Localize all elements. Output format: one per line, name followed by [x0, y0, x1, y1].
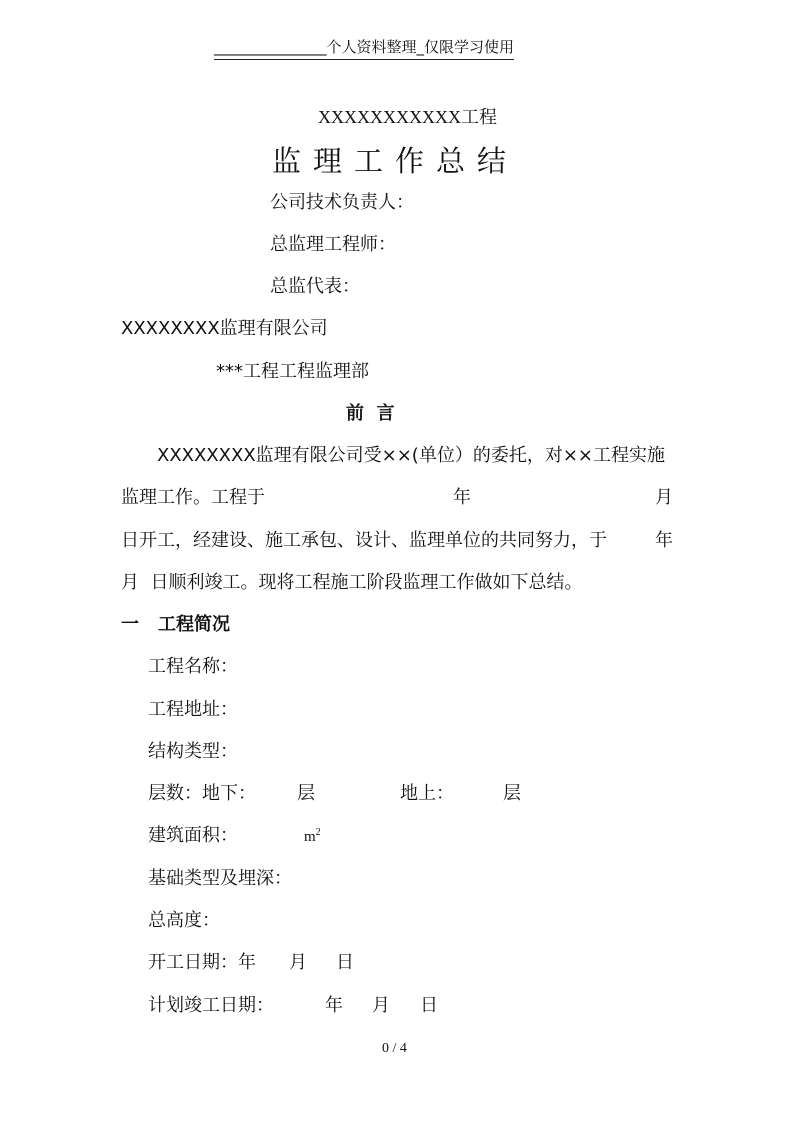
preface-line-2b: 年	[453, 487, 471, 508]
preface-line-2c: 月	[655, 487, 673, 508]
floors-above-label: 地上：	[400, 783, 454, 804]
total-height-label: 总高度：	[148, 910, 220, 931]
floors-below-unit: 层	[297, 783, 315, 804]
area-unit-base: m	[304, 829, 316, 845]
project-address-label: 工程地址：	[148, 699, 238, 720]
department-name: ***工程工程监理部	[216, 361, 369, 382]
page-header: _______________个人资料整理_仅限学习使用	[214, 36, 514, 60]
planned-completion-year: 年	[325, 995, 343, 1016]
page-number: 0 / 4	[382, 1041, 407, 1056]
chief-engineer-label: 总监理工程师：	[270, 234, 396, 255]
section-1-title: 工程简况	[158, 614, 230, 635]
preface-line-3a: 日开工，经建设、施工承包、设计、监理单位的共同努力，于	[121, 530, 607, 551]
structure-type-label: 结构类型：	[148, 741, 238, 762]
planned-completion-month: 月	[372, 995, 390, 1016]
planned-completion-day: 日	[420, 995, 438, 1016]
preface-line-2a: 监理工作。工程于	[121, 487, 265, 508]
area-unit-superscript: 2	[315, 827, 321, 838]
project-title: XXXXXXXXXXX工程	[318, 107, 497, 127]
foundation-label: 基础类型及埋深：	[148, 868, 292, 889]
start-date-month: 月	[289, 952, 307, 973]
preface-line-1: XXXXXXXX监理有限公司受××(单位）的委托，对××工程实施	[157, 445, 665, 466]
building-area-label: 建筑面积：	[148, 825, 238, 846]
preface-line-4: 月 日顺利竣工。现将工程施工阶段监理工作做如下总结。	[121, 572, 583, 593]
floors-below-label: 层数：地下：	[148, 783, 256, 804]
tech-lead-label: 公司技术负责人：	[270, 192, 414, 213]
company-name: XXXXXXXX监理有限公司	[121, 318, 328, 339]
preface-line-3b: 年	[655, 530, 673, 551]
project-name-label: 工程名称：	[148, 656, 238, 677]
preface-heading: 前 言	[346, 403, 395, 424]
start-date-label: 开工日期：年	[148, 952, 256, 973]
floors-above-unit: 层	[503, 783, 521, 804]
start-date-day: 日	[336, 952, 354, 973]
planned-completion-label: 计划竣工日期：	[148, 995, 274, 1016]
deputy-label: 总监代表：	[270, 276, 360, 297]
main-title: 监理工作总结	[272, 144, 519, 178]
area-unit	[304, 827, 321, 845]
section-1-number: 一	[121, 614, 139, 635]
